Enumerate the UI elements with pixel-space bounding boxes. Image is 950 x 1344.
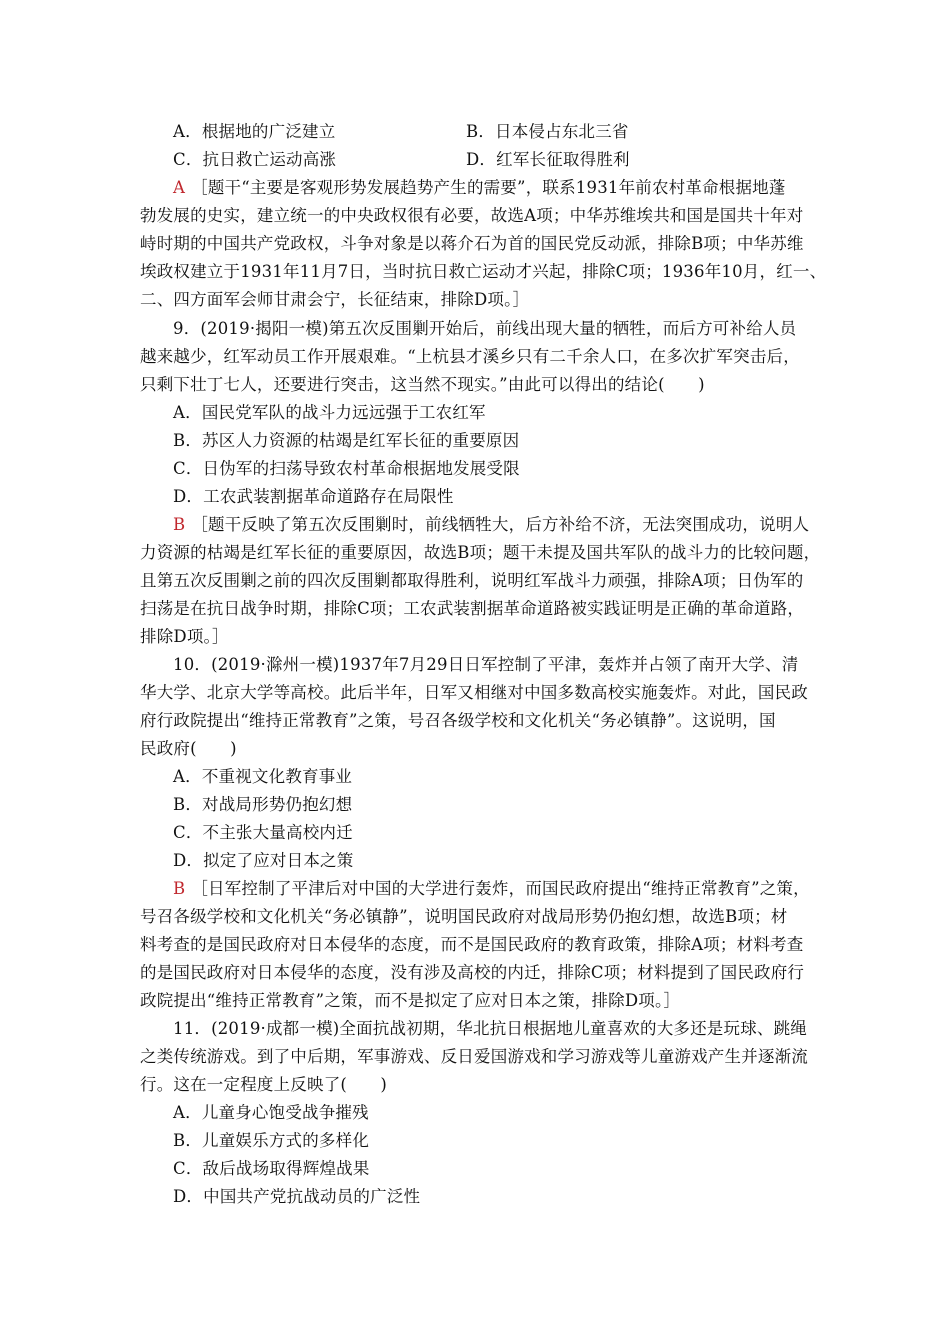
q10-explanation-line: 料考查的是国民政府对日本侵华的态度，而不是国民政府的教育政策，排除A项；材料考查 [140,935,804,954]
q8-explanation-line: 峙时期的中国共产党政权，斗争对象是以蒋介石为首的国民党反动派，排除B项；中华苏维 [140,234,804,253]
q11-option-c: C．敌后战场取得辉煌战果 [173,1159,370,1178]
q9-stem-line: 只剩下壮丁七人，还要进行突击，这当然不现实。”由此可以得出的结论( ) [140,375,705,394]
q10-stem-line: 10．(2019·滁州一模)1937年7月29日日军控制了平津，轰炸并占领了南开大学、清 [173,655,799,674]
q10-stem-line: 府行政院提出“维持正常教育”之策，号召各级学校和文化机关“务必镇静”。这说明，国 [140,711,776,730]
q10-explanation-line: 号召各级学校和文化机关“务必镇静”，说明国民政府对战局形势仍抱幻想，故选B项；材 [140,907,788,926]
q9-explanation-line: 扫荡是在抗日战争时期，排除C项；工农武装割据革命道路被实践证明是正确的革命道路， [140,599,805,618]
q10-option-b: B．对战局形势仍抱幻想 [173,795,353,814]
q8-option-b: B．日本侵占东北三省 [466,122,629,141]
q11-stem-line: 11．(2019·成都一模)全面抗战初期，华北抗日根据地儿童喜欢的大多还是玩球、跳绳 [173,1019,808,1038]
q9-option-d: D．工农武装割据革命道路存在局限性 [173,487,454,506]
q11-option-d: D．中国共产党抗战动员的广泛性 [173,1187,421,1206]
q10-option-d: D．拟定了应对日本之策 [173,851,354,870]
q10-answer: B [173,879,186,898]
q8-option-c: C．抗日救亡运动高涨 [173,150,337,169]
q8-option-a: A．根据地的广泛建立 [173,122,336,141]
q9-answer: B [173,515,186,534]
q11-option-b: B．儿童娱乐方式的多样化 [173,1131,370,1150]
q9-explanation-line: 排除D项。］ [140,627,229,646]
q10-explanation-line: B ［日军控制了平津后对中国的大学进行轰炸，而国民政府提出“维持正常教育”之策， [173,879,810,898]
q9-option-a: A．国民党军队的战斗力远远强于工农红军 [173,403,486,422]
q8-explanation-line: 埃政权建立于1931年11月7日，当时抗日救亡运动才兴起，排除C项；1936年10月，红一、 [140,262,827,281]
q10-stem-line: 民政府( ) [140,739,237,758]
q10-option-a: A．不重视文化教育事业 [173,767,353,786]
q11-stem-line: 行。这在一定程度上反映了( ) [140,1075,388,1094]
q9-option-b: B．苏区人力资源的枯竭是红军长征的重要原因 [173,431,520,450]
q8-explanation-line: A ［题干“主要是客观形势发展趋势产生的需要”，联系1931年前农村革命根据地蓬 [173,178,786,197]
q8-explanation-line: 二、四方面军会师甘肃会宁，长征结束，排除D项。］ [140,290,530,309]
q9-option-c: C．日伪军的扫荡导致农村革命根据地发展受限 [173,459,520,478]
q8-explanation-line: 勃发展的史实，建立统一的中央政权很有必要，故选A项；中华苏维埃共和国是国共十年对 [140,206,804,225]
q9-stem-line: 越来越少，红军动员工作开展艰难。“上杭县才溪乡只有二千余人口，在多次扩军突击后， [140,347,800,366]
q8-answer: A [173,178,186,197]
q10-stem-line: 华大学、北京大学等高校。此后半年，日军又相继对中国多数高校实施轰炸。对此，国民政 [140,683,808,702]
q9-explanation-line: B ［题干反映了第五次反围剿时，前线牺牲大，后方补给不济，无法突围成功，说明人 [173,515,810,534]
q11-stem-line: 之类传统游戏。到了中后期，军事游戏、反日爱国游戏和学习游戏等儿童游戏产生并逐渐流 [140,1047,808,1066]
q9-explanation-line: 力资源的枯竭是红军长征的重要原因，故选B项；题干未提及国共军队的战斗力的比较问题， [140,543,821,562]
q9-stem-line: 9．(2019·揭阳一模)第五次反围剿开始后，前线出现大量的牺牲，而后方可补给人员 [173,319,797,338]
q10-explanation-line: 政院提出“维持正常教育”之策，而不是拟定了应对日本之策，排除D项。］ [140,991,681,1010]
q8-option-d: D．红军长征取得胜利 [466,150,630,169]
q10-option-c: C．不主张大量高校内迁 [173,823,353,842]
q9-explanation-line: 且第五次反围剿之前的四次反围剿都取得胜利，说明红军战斗力顽强，排除A项；日伪军的 [140,571,804,590]
q11-option-a: A．儿童身心饱受战争摧残 [173,1103,369,1122]
q10-explanation-line: 的是国民政府对日本侵华的态度，没有涉及高校的内迁，排除C项；材料提到了国民政府行 [140,963,805,982]
